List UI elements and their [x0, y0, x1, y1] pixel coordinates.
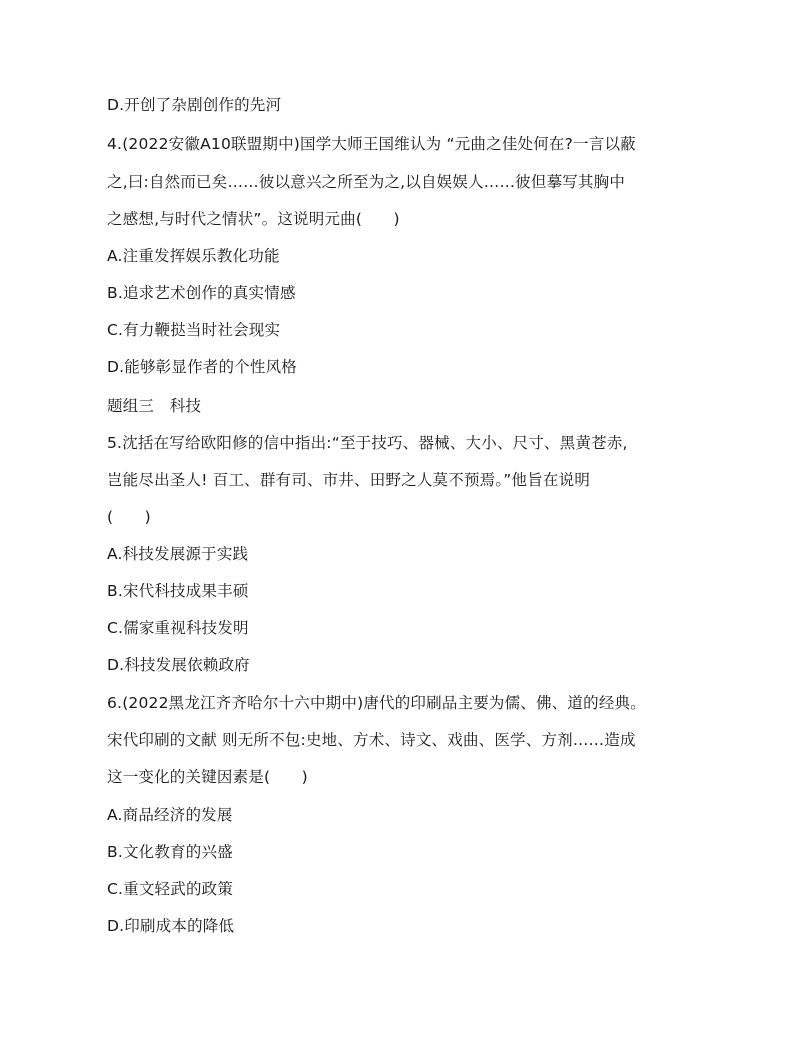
q5-option-b: B.宋代科技成果丰硕 — [107, 582, 249, 600]
q4-stem-line-2: 之,曰:自然而已矣……彼以意兴之所至为之,以自娱娱人……彼但摹写其胸中 — [107, 173, 626, 191]
q5-stem-line-3: ( ) — [107, 508, 151, 526]
q6-option-c: C.重文轻武的政策 — [107, 880, 234, 898]
q6-option-a: A.商品经济的发展 — [107, 806, 233, 824]
q6-stem-line-2: 宋代印刷的文献 则无所不包:史地、方术、诗文、戏曲、医学、方剂……造成 — [107, 731, 636, 749]
q4-stem-line-1: 4.(2022安徽A10联盟期中)国学大师王国维认为 “元曲之佳处何在?一言以蔽 — [107, 135, 636, 153]
q4-option-d: D.能够彰显作者的个性风格 — [107, 358, 297, 376]
q6-option-d: D.印刷成本的降低 — [107, 917, 235, 935]
q6-stem-line-1: 6.(2022黑龙江齐齐哈尔十六中期中)唐代的印刷品主要为儒、佛、道的经典。 — [107, 694, 646, 712]
q4-option-c: C.有力鞭挞当时社会现实 — [107, 321, 281, 339]
q6-stem-line-3: 这一变化的关键因素是( ) — [107, 768, 308, 786]
q5-option-c: C.儒家重视科技发明 — [107, 619, 249, 637]
q3-option-d: D.开创了杂剧创作的先河 — [107, 96, 282, 114]
q4-option-a: A.注重发挥娱乐教化功能 — [107, 247, 280, 265]
q5-stem-line-2: 岂能尽出圣人! 百工、群有司、市井、田野之人莫不预焉。”他旨在说明 — [107, 471, 591, 489]
q4-option-b: B.追求艺术创作的真实情感 — [107, 284, 296, 302]
section-heading: 题组三 科技 — [107, 397, 202, 415]
q5-stem-line-1: 5.沈括在写给欧阳修的信中指出:“至于技巧、器械、大小、尺寸、黑黄苍赤, — [107, 434, 628, 452]
q6-option-b: B.文化教育的兴盛 — [107, 843, 233, 861]
q5-option-a: A.科技发展源于实践 — [107, 545, 249, 563]
q5-option-d: D.科技发展依赖政府 — [107, 656, 250, 674]
q4-stem-line-3: 之感想,与时代之情状”。这说明元曲( ) — [107, 210, 400, 228]
